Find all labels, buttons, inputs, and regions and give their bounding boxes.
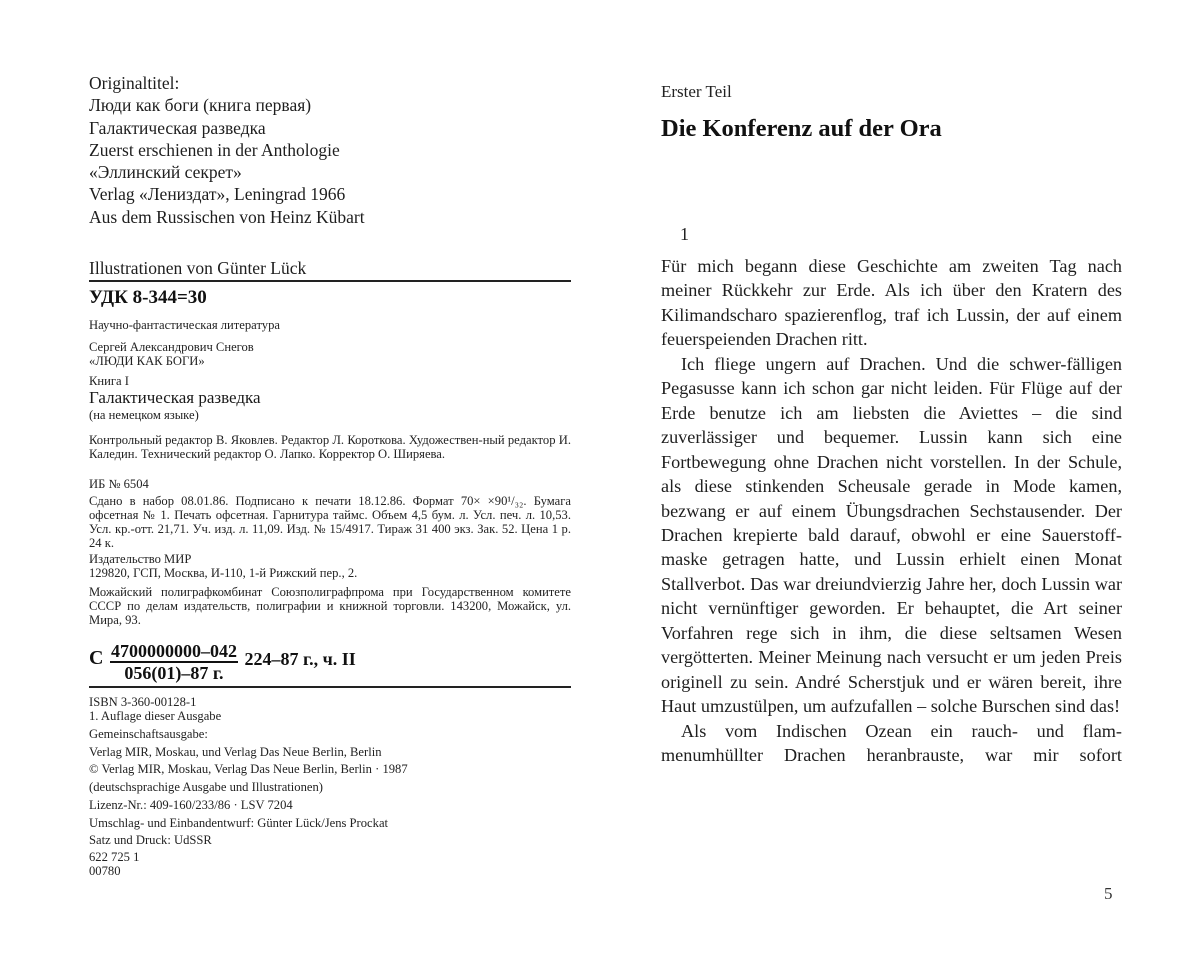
genre: Научно-фантастическая литература: [89, 318, 280, 332]
code-number: 00780: [89, 863, 121, 878]
german-imprint: [89, 695, 408, 878]
joint-edition-label: Gemeinschaftsausgabe:: [89, 727, 208, 741]
original-title-label: Originaltitel:: [89, 73, 180, 93]
first-published: Zuerst erschienen in der Anthologie: [89, 139, 340, 160]
publisher-address: 129820, ГСП, Москва, И-110, 1-й Рижский пер., 2.: [89, 566, 358, 580]
printer-info: Можайский полиграфкомбинат Союзполиграфпрома при Государственном комитете СССР по делам издательств, полиграфии и книжной торговли. 143200, Можайск, ул. Мира, 93.: [89, 585, 571, 627]
license-number: Lizenz-Nr.: 409-160/233/86 · LSV 7204: [89, 797, 293, 812]
technical-data: Сдано в набор 08.01.86. Подписано к печати 18.12.86. Формат 70× ×90¹/₃₂. Бумага офсетная № 1. Печать офсетная. Гарнитура таймс. Объем 4,5 бум. л. Усл. печ. л. 10,53. Усл. кр.-отт. 21,71. Уч. изд. л. 11,09. Изд. № 15/4917. Тираж 31 400 экз. Зак. 52. Цена 1 р. 24 к.: [89, 494, 571, 550]
publisher-block: [89, 552, 357, 580]
catalog-fraction: [110, 641, 238, 683]
copyright-note: (deutschsprachige Ausgabe und Illustrationen): [89, 780, 323, 795]
chapter-body: [661, 254, 1122, 768]
order-number: 622 725 1: [89, 849, 140, 864]
translator: Aus dem Russischen von Heinz Kübart: [89, 206, 365, 227]
original-title-block: [89, 72, 365, 228]
author-name: Сергей Александрович Снегов: [89, 340, 254, 354]
book-subtitle: Галактическая разведка: [89, 388, 261, 407]
original-subtitle-russian: Галактическая разведка: [89, 117, 266, 138]
printing-country: Satz und Druck: UdSSR: [89, 833, 212, 848]
cover-design: Umschlag- und Einbandentwurf: Günter Lück/Jens Prockat: [89, 815, 389, 830]
author-block: [89, 340, 254, 368]
joint-edition: Verlag MIR, Moskau, und Verlag Das Neue Berlin, Berlin: [89, 744, 382, 759]
catalog-prefix: С: [89, 647, 104, 669]
udk-code: УДК 8-344=30: [89, 287, 207, 308]
copyright: © Verlag MIR, Moskau, Verlag Das Neue Berlin, Berlin · 1987: [89, 762, 408, 777]
catalog-denominator: 056(01)–87 г.: [124, 663, 224, 683]
catalog-code: [89, 641, 356, 683]
paragraph: Ich fliege ungern auf Drachen. Und die schwer-fälligen Pegasusse kann ich schon gar nicht leiden. Für Flüge auf der Erde benutze ich am liebsten die Aviettes – die sind zuverlässiger und bequemer. Lussin kann sich eine Fortbewegung ohne Drachen nicht vorstellen. In der Schule, als diese stinkenden Scheusale gerade in Mode kamen, bezwang er auf einem Übungsdrachen Sechstausender. Der Drachen krepierte bald darauf, obwohl er eine Sauerstoff-maske getragen hatte, und Lussin erhielt einen Monat Stallverbot. Das war dreiundvierzig Jahre her, doch Lussin war nicht vernünftiger geworden. Er behauptet, die Art seiner Vorfahren rege sich in ihm, die diese seltsamen Wesen vergötterten. Meiner Meinung nach versucht er um jeden Preis originell zu sein. André Scherstjuk und er wären bereit, ihre Haut umzustülpen, um aufzufallen – solche Burschen sind das!: [661, 353, 1122, 717]
divider-rule: [89, 280, 571, 282]
publisher-name: Издательство МИР: [89, 552, 192, 566]
editorial-credits: Контрольный редактор В. Яковлев. Редактор Л. Короткова. Художествен-ный редактор И. Каледин. Технический редактор О. Лапко. Корректор О. Ширяева.: [89, 433, 571, 461]
catalog-numerator: 4700000000–042: [110, 641, 237, 661]
section-number: 1: [680, 224, 689, 244]
divider-rule: [89, 686, 571, 688]
part-heading: Erster Teil: [661, 82, 732, 101]
original-title-russian: Люди как боги (книга первая): [89, 95, 312, 116]
ib-number: ИБ № 6504: [89, 477, 149, 491]
series-title: «ЛЮДИ КАК БОГИ»: [89, 354, 205, 368]
isbn: ISBN 3-360-00128-1: [89, 695, 197, 709]
edition: 1. Auflage dieser Ausgabe: [89, 709, 222, 723]
illustrator: Illustrationen von Günter Lück: [89, 258, 307, 278]
paragraph: Als vom Indischen Ozean ein rauch- und flam-menumhüllter Drachen heranbrauste, war mir sofort: [661, 720, 1122, 766]
anthology-title: «Эллинский секрет»: [89, 162, 242, 183]
original-publisher: Verlag «Лениздат», Leningrad 1966: [89, 184, 346, 205]
book-number: Книга I: [89, 374, 129, 388]
language-note: (на немецком языке): [89, 408, 199, 422]
paragraph: Für mich begann diese Geschichte am zweiten Tag nach meiner Rückkehr zur Erde. Als ich über den Kratern des Kilimandscharo spazierenflog, traf ich Lussin, der auf einem feuerspeienden Drachen ritt.: [661, 256, 1122, 350]
page-number: 5: [1104, 884, 1113, 903]
chapter-title: Die Konferenz auf der Ora: [661, 115, 942, 142]
catalog-suffix: 224–87 г., ч. II: [244, 649, 356, 669]
